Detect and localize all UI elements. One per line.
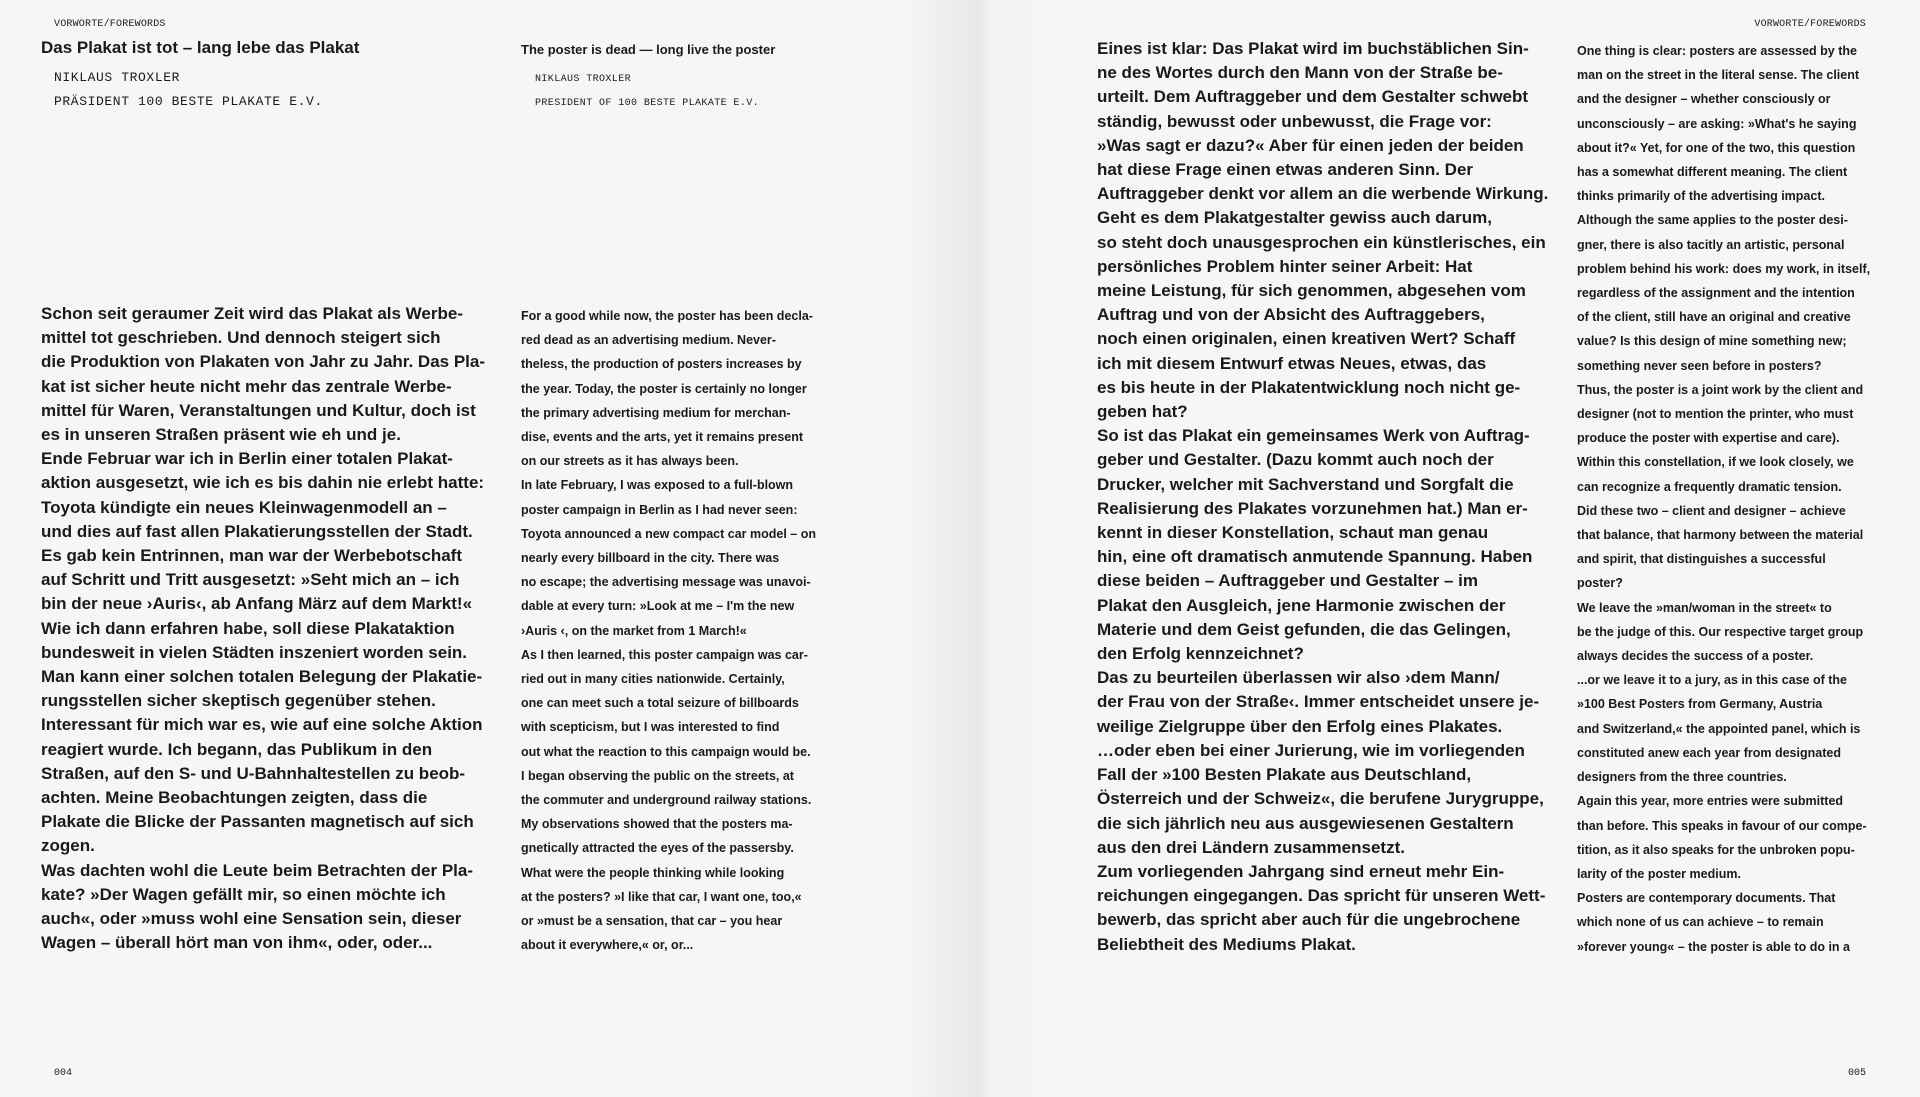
text-line: Plakate die Blicke der Passanten magnetisch auf sich <box>41 812 474 832</box>
text-line: and Switzerland,« the appointed panel, which is <box>1577 721 1861 736</box>
text-line: die sich jährlich neu aus ausgewiesenen Gestaltern <box>1097 813 1514 833</box>
text-line: red dead as an advertising medium. Never- <box>521 333 776 348</box>
foreword-title-en: The poster is dead — long live the poster <box>521 42 776 57</box>
text-line: theless, the production of posters increases by <box>521 357 802 372</box>
text-line: Did these two – client and designer – achieve <box>1577 503 1846 518</box>
text-line: man on the street in the literal sense. The client <box>1577 68 1860 83</box>
text-line: Toyota announced a new compact car model – on <box>521 526 816 541</box>
text-line: …oder eben bei einer Jurierung, wie im vorliegenden <box>1097 740 1525 760</box>
text-line: designer (not to mention the printer, who must <box>1577 407 1854 422</box>
text-line: My observations showed that the posters ma- <box>521 817 793 832</box>
text-line: und dies auf fast allen Plakatierungsstellen der Stadt. <box>41 521 473 541</box>
text-line: Wagen – überall hört man von ihm«, oder, oder... <box>41 933 433 953</box>
text-line: and spirit, that distinguishes a successful <box>1577 552 1826 567</box>
text-line: ich mit diesem Entwurf etwas Neues, etwas, das <box>1097 353 1487 373</box>
text-line: den Erfolg kennzeichnet? <box>1097 644 1304 664</box>
text-line: thinks primarily of the advertising impact. <box>1577 189 1825 204</box>
text-line: »Was sagt er dazu?« Aber für einen jeden der beiden <box>1097 135 1524 155</box>
text-line: the commuter and underground railway stations. <box>521 793 812 808</box>
text-line: So ist das Plakat ein gemeinsames Werk von Auftrag- <box>1097 426 1530 446</box>
text-line: die Produktion von Plakaten von Jahr zu Jahr. Das Pla- <box>41 352 486 372</box>
text-line: about it?« Yet, for one of the two, this question <box>1577 140 1856 155</box>
text-line: weilige Zielgruppe über den Erfolg eines Plakates. <box>1097 716 1503 736</box>
text-line: Geht es dem Plakatgestalter gewiss auch darum, <box>1097 208 1492 228</box>
text-line: Man kann einer solchen totalen Belegung der Plakatie- <box>41 667 483 687</box>
author-role: PRÄSIDENT 100 BESTE PLAKATE E.V. <box>54 94 323 109</box>
text-line: which none of us can achieve – to remain <box>1577 915 1824 930</box>
text-line: Within this constellation, if we look closely, we <box>1577 455 1854 470</box>
text-line: We leave the »man/woman in the street« to <box>1577 600 1832 615</box>
text-line: bundesweit in vielen Städten inszeniert worden sein. <box>41 642 468 662</box>
text-line: bewerb, das spricht aber auch für die ungebrochene <box>1097 910 1521 930</box>
text-line: Drucker, welcher mit Sachverstand und Sorgfalt die <box>1097 474 1514 494</box>
text-line: Ende Februar war ich in Berlin einer totalen Plakat- <box>41 449 453 469</box>
text-line: Again this year, more entries were submitted <box>1577 794 1844 809</box>
text-line: For a good while now, the poster has been decla- <box>521 309 813 323</box>
text-line: Plakat den Ausgleich, jene Harmonie zwischen der <box>1097 595 1506 615</box>
text-line: problem behind his work: does my work, in itself, <box>1577 261 1871 276</box>
text-line: kennt in dieser Konstellation, schaut man genau <box>1097 523 1489 543</box>
text-line: the primary advertising medium for merchan- <box>521 405 791 420</box>
text-line: »forever young« – the poster is able to do in a <box>1577 939 1850 954</box>
text-line: Schon seit geraumer Zeit wird das Plakat als Werbe- <box>41 304 463 323</box>
author-name: NIKLAUS TROXLER <box>535 74 632 85</box>
text-line: Das zu beurteilen überlassen wir also ›dem Mann/ <box>1097 668 1500 688</box>
text-line: at the posters? »I like that car, I want one, too,« <box>521 889 802 904</box>
text-line: Wie ich dann erfahren habe, soll diese Plakataktion <box>41 618 455 638</box>
text-line: noch einen originalen, einen kreativen Wert? Schaff <box>1097 329 1516 349</box>
body-text-en <box>521 304 816 957</box>
body-text-de <box>1097 37 1548 957</box>
text-line: One thing is clear: posters are assessed by the <box>1577 44 1857 58</box>
text-line: auf Schritt und Tritt ausgesetzt: »Seht mich an – ich <box>41 570 460 590</box>
text-line: ...or we leave it to a jury, as in this case of the <box>1577 673 1847 688</box>
text-line: and the designer – whether consciously or <box>1577 92 1831 107</box>
text-line: dise, events and the arts, yet it remains present <box>521 430 804 445</box>
text-line: Es gab kein Entrinnen, man war der Werbebotschaft <box>41 546 462 566</box>
text-line: Was dachten wohl die Leute beim Betrachten der Pla- <box>41 860 474 880</box>
text-line: about it everywhere,« or, or... <box>521 938 694 953</box>
text-line: persönliches Problem hinter seiner Arbeit: Hat <box>1097 256 1473 276</box>
text-line: As I then learned, this poster campaign was car- <box>521 647 808 662</box>
text-line: poster? <box>1577 576 1623 591</box>
text-line: es bis heute in der Plakatentwicklung noch nicht ge- <box>1097 377 1521 397</box>
text-line: gner, there is also tacitly an artistic, personal <box>1577 237 1845 252</box>
text-line: with scepticism, but I was interested to find <box>521 720 780 735</box>
text-line: hat diese Frage einen etwas anderen Sinn. Der <box>1097 160 1474 180</box>
text-line: Thus, the poster is a joint work by the client and <box>1577 382 1864 397</box>
text-line: What were the people thinking while looking <box>521 865 785 880</box>
text-line: has a somewhat different meaning. The client <box>1577 165 1848 180</box>
text-line: aktion ausgesetzt, wie ich es bis dahin nie erlebt hatte: <box>41 473 485 493</box>
page-number: 005 <box>1847 1068 1866 1079</box>
text-line: of the client, still have an original and creative <box>1577 310 1851 325</box>
text-line: tition, as it also speaks for the unbroken popu- <box>1577 842 1855 857</box>
text-line: aus den drei Ländern zusammensetzt. <box>1097 837 1405 857</box>
text-line: ne des Wortes durch den Mann von der Straße be- <box>1097 63 1503 83</box>
text-line: kat ist sicher heute nicht mehr das zentrale Werbe- <box>41 376 452 396</box>
text-line: out what the reaction to this campaign would be. <box>521 744 811 759</box>
text-line: larity of the poster medium. <box>1577 866 1741 881</box>
text-line: gnetically attracted the eyes of the passersby. <box>521 841 794 856</box>
text-line: achten. Meine Beobachtungen zeigten, dass die <box>41 788 428 808</box>
foreword-title-de: Das Plakat ist tot – lang lebe das Plakat <box>41 38 360 57</box>
text-line: on our streets as it has always been. <box>521 454 739 469</box>
text-line: Posters are contemporary documents. That <box>1577 891 1836 906</box>
text-line: auch«, oder »muss wohl eine Sensation sein, dieser <box>41 909 462 929</box>
text-line: reagiert wurde. Ich begann, das Publikum in den <box>41 739 433 759</box>
text-line: ständig, bewusst oder unbewusst, die Frage vor: <box>1097 111 1492 131</box>
text-line: zogen. <box>41 836 95 856</box>
text-line: Beliebtheit des Mediums Plakat. <box>1097 934 1356 954</box>
author-block-de <box>54 66 323 114</box>
text-line: one can meet such a total seizure of billboards <box>521 696 799 711</box>
text-line: Eines ist klar: Das Plakat wird im buchstäblichen Sin- <box>1097 39 1529 58</box>
section-label: VORWORTE/FOREWORDS <box>54 19 166 30</box>
text-line: be the judge of this. Our respective target group <box>1577 624 1864 639</box>
text-line: something never seen before in posters? <box>1577 358 1822 373</box>
text-line: bin der neue ›Auris‹, ab Anfang März auf dem Markt!« <box>41 594 473 614</box>
text-line: Zum vorliegenden Jahrgang sind erneut mehr Ein- <box>1097 861 1505 881</box>
text-line: mittel für Waren, Veranstaltungen und Kultur, doch ist <box>41 400 476 420</box>
text-line: ried out in many cities nationwide. Certainly, <box>521 672 785 687</box>
text-line: poster campaign in Berlin as I had never seen: <box>521 502 798 517</box>
text-line: always decides the success of a poster. <box>1577 649 1814 664</box>
text-line: Straßen, auf den S- und U-Bahnhaltestellen zu beob- <box>41 763 466 783</box>
text-line: diese beiden – Auftraggeber und Gestalter – im <box>1097 571 1479 591</box>
author-role: PRESIDENT OF 100 BESTE PLAKATE E.V. <box>535 98 760 109</box>
text-line: regardless of the assignment and the intention <box>1577 286 1855 301</box>
text-line: unconsciously – are asking: »What's he saying <box>1577 116 1857 131</box>
text-line: ›Auris ‹, on the market from 1 March!« <box>521 623 747 638</box>
body-text-en <box>1577 39 1870 959</box>
text-line: hin, eine oft dramatisch anmutende Spannung. Haben <box>1097 547 1533 567</box>
text-line: value? Is this design of mine something new; <box>1577 334 1847 349</box>
text-line: es in unseren Straßen präsent wie eh und je. <box>41 425 401 445</box>
text-line: can recognize a frequently dramatic tension. <box>1577 479 1842 494</box>
body-text-de <box>41 302 485 955</box>
text-line: mittel tot geschrieben. Und dennoch steigert sich <box>41 328 441 348</box>
text-line: nearly every billboard in the city. There was <box>521 551 780 566</box>
text-line: geben hat? <box>1097 402 1188 422</box>
right-page <box>960 0 1920 1097</box>
text-line: Materie und dem Geist gefunden, die das Gelingen, <box>1097 619 1511 639</box>
text-line: dable at every turn: »Look at me – I'm the new <box>521 599 795 614</box>
text-line: Realisierung des Plakates vorzunehmen hat.) Man er- <box>1097 498 1528 518</box>
text-line: rungsstellen sicher skeptisch gegenüber stehen. <box>41 691 436 711</box>
author-block-en <box>535 68 759 116</box>
page-number: 004 <box>54 1068 73 1079</box>
text-line: urteilt. Dem Auftraggeber und dem Gestalter schwebt <box>1097 87 1529 107</box>
text-line: Interessant für mich war es, wie auf eine solche Aktion <box>41 715 483 735</box>
text-line: so steht doch unausgesprochen ein künstlerisches, ein <box>1097 232 1546 252</box>
text-line: Auftrag und von der Absicht des Auftraggebers, <box>1097 305 1485 325</box>
text-line: reichungen eingegangen. Das spricht für unseren Wett- <box>1097 886 1546 906</box>
text-line: I began observing the public on the streets, at <box>521 768 794 783</box>
text-line: that balance, that harmony between the material <box>1577 528 1864 543</box>
text-line: In late February, I was exposed to a full-blown <box>521 478 794 493</box>
text-line: »100 Best Posters from Germany, Austria <box>1577 697 1823 712</box>
text-line: produce the poster with expertise and care). <box>1577 431 1840 446</box>
author-name: NIKLAUS TROXLER <box>54 70 181 85</box>
text-line: Österreich und der Schweiz«, die berufene Jurygruppe, <box>1097 789 1544 809</box>
text-line: kate? »Der Wagen gefällt mir, so einen möchte ich <box>41 884 446 904</box>
text-line: geber und Gestalter. (Dazu kommt auch noch der <box>1097 450 1494 470</box>
text-line: than before. This speaks in favour of our compe- <box>1577 818 1867 833</box>
text-line: Auftraggeber denkt vor allem an die werbende Wirkung. <box>1097 184 1549 204</box>
text-line: no escape; the advertising message was unavoi- <box>521 575 811 590</box>
text-line: meine Leistung, für sich genommen, abgesehen vom <box>1097 281 1526 301</box>
text-line: Toyota kündigte ein neues Kleinwagenmodell an – <box>41 497 447 517</box>
text-line: or »must be a sensation, that car – you hear <box>521 914 783 929</box>
text-line: Fall der »100 Besten Plakate aus Deutschland, <box>1097 765 1472 785</box>
text-line: Although the same applies to the poster desi- <box>1577 213 1848 228</box>
section-label: VORWORTE/FOREWORDS <box>1754 19 1866 30</box>
text-line: constituted anew each year from designated <box>1577 745 1841 760</box>
text-line: der Frau von der Straße‹. Immer entscheidet unsere je- <box>1097 692 1540 712</box>
text-line: designers from the three countries. <box>1577 770 1787 785</box>
text-line: the year. Today, the poster is certainly no longer <box>521 381 807 396</box>
